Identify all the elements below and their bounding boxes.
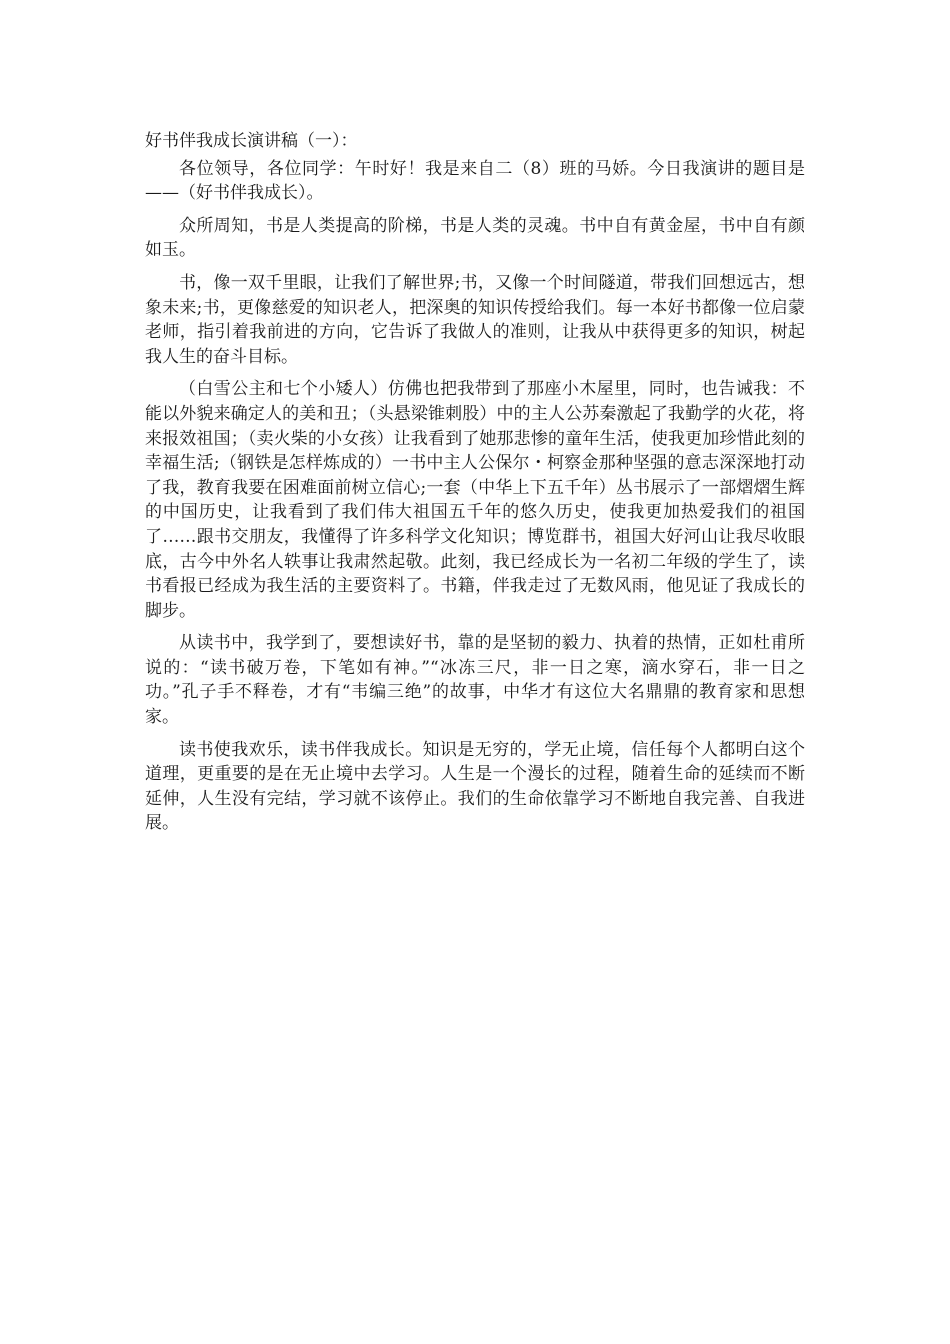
- paragraph-reading-lessons: 从读书中，我学到了，要想读好书，靠的是坚韧的毅力、执着的热情，正如杜甫所说的：“读书破万卷，下笔如有神。”“冰冻三尺，非一日之寒，滴水穿石，非一日之功。”孔子手不释卷，才有“韦编三绝”的故事，中华才有这位大名鼎鼎的教育家和思想家。: [145, 633, 805, 728]
- paragraph-introduction: 众所周知，书是人类提高的阶梯，书是人类的灵魂。书中自有黄金屋，书中自有颜如玉。: [145, 215, 805, 261]
- paragraph-book-metaphors: 书，像一双千里眼，让我们了解世界;书，又像一个时间隧道，带我们回想远古，想象未来;书，更像慈爱的知识老人，把深奥的知识传授给我们。每一本好书都像一位启蒙老师，指引着我前进的方向，它告诉了我做人的准则，让我从中获得更多的知识，树起我人生的奋斗目标。: [145, 272, 805, 367]
- document-title: 好书伴我成长演讲稿（一）：: [145, 131, 358, 151]
- paragraph-greeting: 各位领导，各位同学：午时好！我是来自二（8）班的马娇。今日我演讲的题目是——（好书伴我成长）。: [145, 158, 805, 204]
- document-body: [145, 129, 805, 844]
- paragraph-book-examples: （白雪公主和七个小矮人）仿佛也把我带到了那座小木屋里，同时，也告诫我：不能以外貌来确定人的美和丑；（头悬梁锥刺股）中的主人公苏秦激起了我勤学的火花，将来报效祖国；（卖火柴的小女孩）让我看到了她那悲惨的童年生活，使我更加珍惜此刻的幸福生活;（钢铁是怎样炼成的）一书中主人公保尔・柯察金那种坚强的意志深深地打动了我，教育我要在困难面前树立信心;一套（中华上下五千年）丛书展示了一部熠熠生辉的中国历史，让我看到了我们伟大祖国五千年的悠久历史，使我更加热爱我们的祖国了……跟书交朋友，我懂得了许多科学文化知识；博览群书，祖国大好河山让我尽收眼底，古今中外名人轶事让我肃然起敬。此刻，我已经成长为一名初二年级的学生了，读书看报已经成为我生活的主要资料了。书籍，伴我走过了无数风雨，他见证了我成长的脚步。: [145, 379, 805, 621]
- paragraph-conclusion: 读书使我欢乐，读书伴我成长。知识是无穷的，学无止境，信任每个人都明白这个道理，更重要的是在无止境中去学习。人生是一个漫长的过程，随着生命的延续而不断延伸，人生没有完结，学习就不该停止。我们的生命依靠学习不断地自我完善、自我进展。: [145, 739, 805, 834]
